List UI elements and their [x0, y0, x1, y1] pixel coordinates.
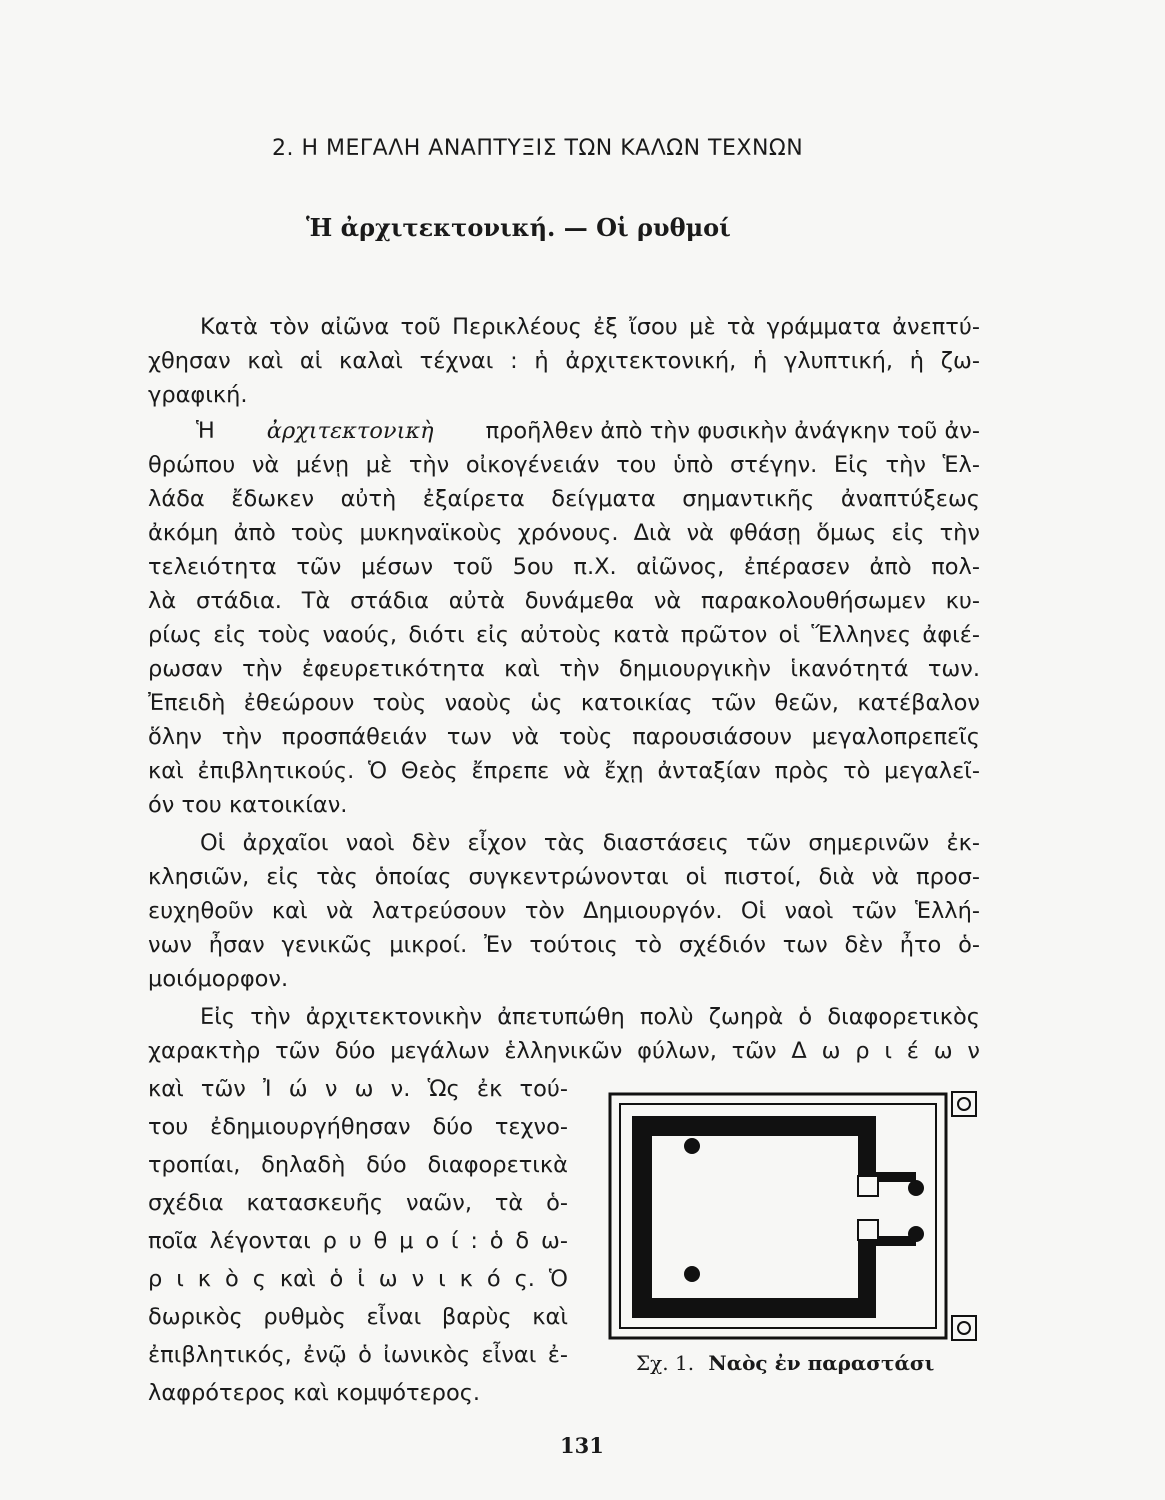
door-jamb-lower [858, 1220, 878, 1240]
text-fragment: προῆλθεν ἀπὸ τὴν φυσικὴν ἀνάγκην τοῦ ἀν- [485, 418, 980, 444]
text-line: ποῖα λέγονται ρ υ θ μ ο ί : ὁ δ ω- [148, 1228, 568, 1254]
figure-number: Σχ. 1. [636, 1351, 695, 1375]
text-line: σχέδια κατασκευῆς ναῶν, τὰ ὁ- [148, 1190, 568, 1216]
text-line [148, 414, 980, 448]
text-line: καὶ ἐπιβλητικούς. Ὁ Θεὸς ἔπρεπε νὰ ἔχῃ ἀνταξίαν πρὸς τὸ μεγαλεῖ- [148, 758, 980, 784]
cella-walls [632, 1116, 876, 1318]
figure-caption-text: Ναὸς ἐν παραστάσι [708, 1351, 935, 1375]
text-line: ἐπιβλητικός, ἐνῷ ὁ ἰωνικὸς εἶναι ἐ- [148, 1342, 568, 1368]
chapter-title: 2. Η ΜΕΓΑΛΗ ΑΝΑΠΤΥΞΙΣ ΤΩΝ ΚΑΛΩΝ ΤΕΧΝΩΝ [272, 136, 804, 161]
door-jamb-upper [858, 1176, 878, 1196]
text-line: κλησιῶν, εἰς τὰς ὁποίας συγκεντρώνονται οἱ πιστοί, διὰ νὰ προσ- [148, 864, 980, 890]
text-line: του ἐδημιουργήθησαν δύο τεχνο- [148, 1114, 568, 1140]
text-line: λάδα ἔδωκεν αὐτὴ ἐξαίρετα δείγματα σημαντικῆς ἀναπτύξεως [148, 486, 980, 512]
text-line: Κατὰ τὸν αἰῶνα τοῦ Περικλέους ἐξ ἴσου μὲ τὰ γράμματα ἀνεπτύ- [200, 314, 980, 340]
text-line: όν του κατοικίαν. [148, 792, 348, 818]
text-line: λαφρότερος καὶ κομψότερος. [148, 1380, 481, 1406]
text-line: μοιόμορφον. [148, 966, 289, 992]
text-line: γραφική. [148, 382, 248, 408]
text-line: ὅλην τὴν προσπάθειάν των νὰ τοὺς παρουσιάσουν μεγαλοπρεπεῖς [148, 724, 980, 750]
interior-column [684, 1138, 700, 1154]
text-line: θρώπου νὰ μένῃ μὲ τὴν οἰκογένειάν του ὑπὸ στέγην. Εἰς τὴν Ἑλ- [148, 452, 980, 478]
text-line: Ἐπειδὴ ἐθεώρουν τοὺς ναοὺς ὡς κατοικίας τῶν θεῶν, κατέβαλον [148, 690, 980, 716]
interior-column [684, 1266, 700, 1282]
text-line: καὶ τῶν Ἰ ώ ν ω ν. Ὡς ἐκ τού- [148, 1076, 568, 1102]
text-line: χαρακτὴρ τῶν δύο μεγάλων ἑλληνικῶν φύλων, τῶν Δ ω ρ ι έ ω ν [148, 1038, 980, 1064]
text-line: ρωσαν τὴν ἐφευρετικότητα καὶ τὴν δημιουργικὴν ἱκανότητά των. [148, 656, 980, 682]
text-line: τελειότητα τῶν μέσων τοῦ 5ου π.Χ. αἰῶνος, ἐπέρασεν ἀπὸ πολ- [148, 554, 980, 580]
text-line: δωρικὸς ρυθμὸς εἶναι βαρὺς καὶ [148, 1304, 568, 1330]
text-line: Οἱ ἀρχαῖοι ναοὶ δὲν εἶχον τὰς διαστάσεις τῶν σημερινῶν ἐκ- [200, 830, 980, 856]
porch-column [908, 1180, 924, 1196]
text-line: λὰ στάδια. Τὰ στάδια αὐτὰ δυνάμεθα νὰ παρακολουθήσωμεν κυ- [148, 588, 980, 614]
text-line: χθησαν καὶ αἱ καλαὶ τέχναι : ἡ ἀρχιτεκτονική, ἡ γλυπτική, ἡ ζω- [148, 348, 980, 374]
page-number: 131 [560, 1433, 604, 1458]
text-line: Εἰς τὴν ἀρχιτεκτονικὴν ἀπετυπώθη πολὺ ζωηρὰ ὁ διαφορετικὸς [200, 1004, 980, 1030]
text-line: τροπίαι, δηλαδὴ δύο διαφορετικὰ [148, 1152, 568, 1178]
temple-plan-diagram [606, 1088, 980, 1348]
porch-column [908, 1226, 924, 1242]
text-line: ευχηθοῦν καὶ νὰ λατρεύσουν τὸν Δημιουργόν. Οἱ ναοὶ τῶν Ἑλλή- [148, 898, 980, 924]
italic-term: ἀρχιτεκτονικὴ [266, 418, 434, 444]
text-line: νων ἦσαν γενικῶς μικροί. Ἐν τούτοις τὸ σχέδιόν των δὲν ἦτο ὁ- [148, 932, 980, 958]
text-fragment: Ἡ [196, 418, 215, 444]
text-line: ρίως εἰς τοὺς ναούς, διότι εἰς αὐτοὺς κατὰ πρῶτον οἱ Ἕλληνες ἀφιέ- [148, 622, 980, 648]
figure-caption [636, 1351, 934, 1375]
text-line: ρ ι κ ὸ ς καὶ ὁ ἰ ω ν ι κ ό ς. Ὁ [148, 1266, 568, 1292]
text-line: ἀκόμη ἀπὸ τοὺς μυκηναϊκοὺς χρόνους. Διὰ νὰ φθάσῃ ὅμως εἰς τὴν [148, 520, 980, 546]
corner-base-bottom [952, 1316, 976, 1340]
section-title: Ἡ ἀρχιτεκτονική. — Οἱ ρυθμοί [306, 213, 731, 242]
corner-base-top [952, 1092, 976, 1116]
stylobate-inner-outline [620, 1104, 936, 1328]
